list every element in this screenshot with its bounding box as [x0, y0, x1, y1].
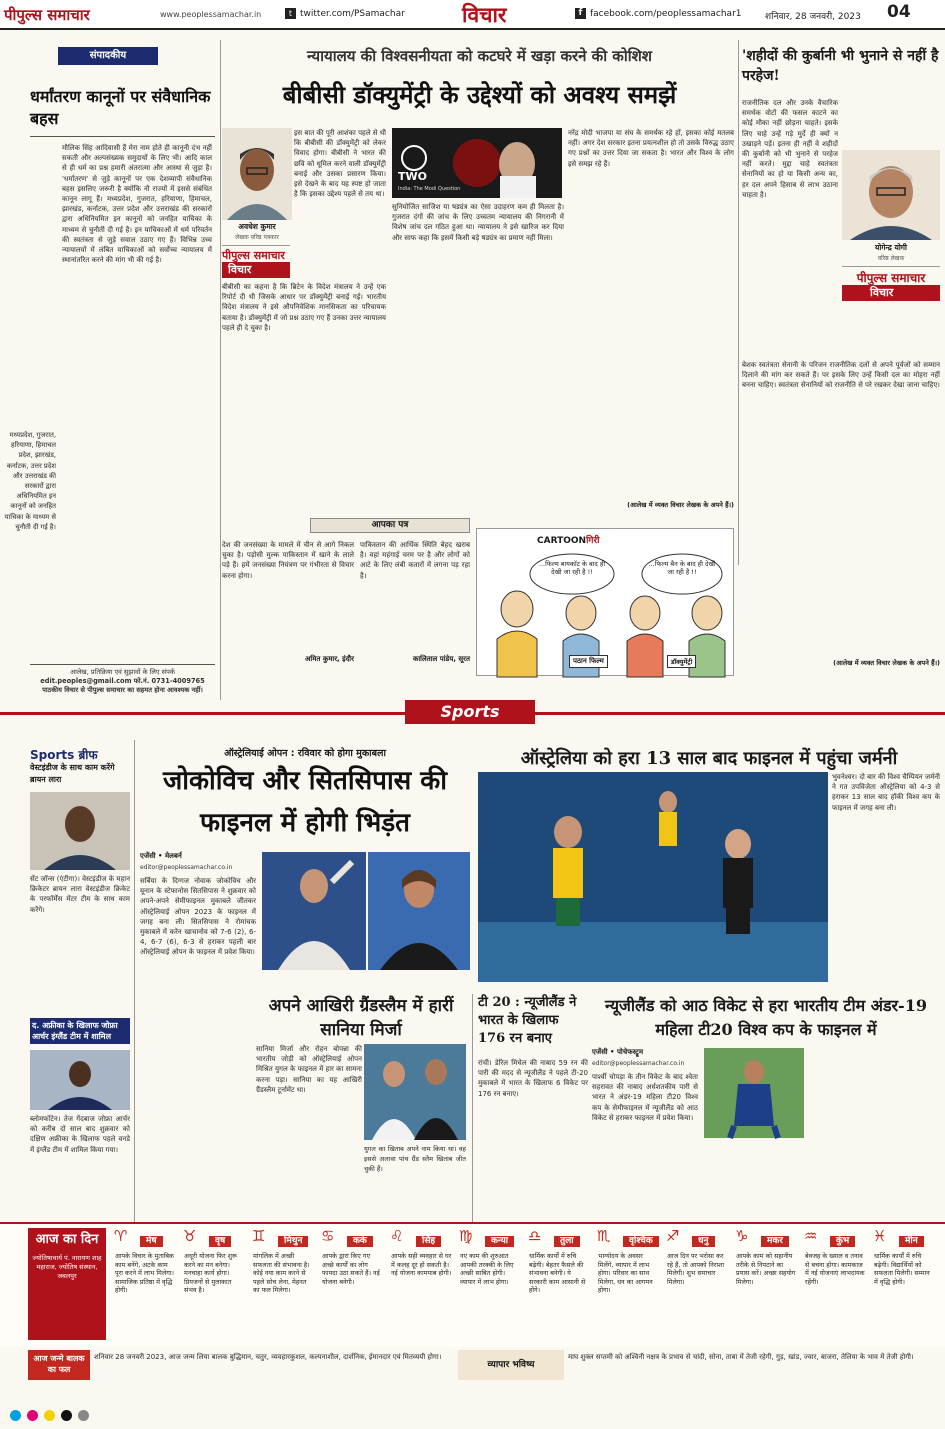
- business-text: माघ शुक्ल सप्तमी को अश्विनी नक्षत्र के प्रभाव से चांदी, सोना, ताबा में तेजी रहेगी, गुड़, खांड, ज्वार, बाजरा, तेलिया के भाव में तेजी होगी।: [568, 1353, 914, 1361]
- today-text: ज्योतिषाचार्य पं. नारायण शाह महाराज, ज्योतिष संस्थान, जबलपुर: [32, 1254, 102, 1280]
- sports-brief-tag: Sports ब्रीफ: [30, 748, 98, 762]
- hockey-title: ऑस्ट्रेलिया को हरा 13 साल बाद फाइनल में पहुंचा जर्मनी: [520, 748, 898, 769]
- rashi-item: [388, 1227, 455, 1342]
- twitter-icon: t: [285, 8, 296, 19]
- archer-photo-svg: [30, 1050, 130, 1110]
- cartoon-sign-right: डॉक्युमेंट्री: [667, 655, 696, 668]
- rashi-text: आपके सही व्यवहार से घर में कलह दूर हो सकती है। नई योजना कामयाब होगी।: [391, 1252, 452, 1277]
- rashi-item: [526, 1227, 593, 1342]
- zodiac-icon: ♉: [183, 1227, 197, 1245]
- rashi-item: [181, 1227, 248, 1342]
- letters-col1: देश की जनसंख्या के मामले में चीन से आगे निकल चुका है। पड़ोसी मुल्क पाकिस्तान में खाने के लाले पड़े हैं। हमें जनसंख्या नियंत्रण पर गंभीरता से विचार करना होगा।: [222, 541, 354, 580]
- right-body: राजनीतिक दल और उनके वैचारिक समर्थक वोटों की फसल काटने का कोई मौका नहीं छोड़ना चाहते। इसके लिए चाहे उन्हें गड़े मुर्दे ही क्यों न उखाड़ने पड़ें। इतना ही नहीं वे शहीदों की कुर्बानी को भी भुनाने से परहेज नहीं करते। मुद्दा चाहे स्वतंत्रता सेनानियों का हो या किसी अन्य का, हर दल अपने हिसाब से लाभ उठाना चाहता है।: [742, 99, 838, 199]
- sports-divider-2: [472, 994, 473, 1238]
- zodiac-icon: ♑: [735, 1227, 749, 1245]
- rashi-item: [733, 1227, 800, 1342]
- lead-col4: नरेंद्र मोदी भाजपा या संघ के समर्थक रहे हों, इसका कोई मतलब नहीं। अगर देश सरकार इतना प्रयत्नशील हो तो उसके विरुद्ध उठाए गए प्रश्नों का उत्तर दिया जा सकता है। भारत और विश्व के लोग इसे समझ रहे हैं।: [568, 129, 734, 168]
- rashi-name: मीन: [899, 1236, 924, 1247]
- t20-body: रांची। डेरिल मिचेल की नाबाद 59 रन की पारी की मदद से न्यूजीलैंड ने पहले टी-20 मुकाबले में भारत के खिलाफ 6 विकेट पर 176 रन बनाए।: [478, 1059, 588, 1098]
- lead-author-name: अवधेश कुमार: [238, 222, 276, 231]
- rashi-text: आपके द्वारा किए गए अच्छे कार्यों का लोग फायदा उठा सकते हैं। नई योजना बनेगी।: [322, 1252, 380, 1286]
- right-brand-tag: विचार: [842, 285, 940, 301]
- rashi-item: [319, 1227, 386, 1342]
- editorial-body: मौलिक सिंह आदिवासी हैं मेरा नाम होते ही कानूनी दंभ नहीं सकती और अल्पसंख्यक समुदायों के लिए भी। आदि काल से ही धर्म का प्रश्न हमारी अंतरात्मा और आस्था से जुड़ा है। 'धर्मांतरण' से जुड़े कानूनों पर एक देशव्यापी संवैधानिक बहस इसलिए जरूरी है क्योंकि नौ राज्यों में इससे संबंधित कानून लागू हैं। मध्यप्रदेश, गुजरात, हरियाणा, हिमाचल, झारखंड, कर्नाटक, उत्तर प्रदेश और उत्तराखंड की सरकारों द्वारा अधिनियमित इन कानूनों को जनहित याचिका के माध्यम से चुनौती दी गई है। इन याचिकाओं में धर्म परिवर्तन की स्वतंत्रता से जुड़े सवाल उठाए गए हैं। विभिन्न उच्च न्यायालयों में लंबित याचिकाओं को सर्वोच्च न्यायालय में स्थानांतरित करने की मांग भी की गई है।: [62, 144, 212, 265]
- editorial-footer: [30, 668, 215, 695]
- zodiac-icon: ♍: [459, 1227, 473, 1245]
- rashi-text: आज दिन पर भरोसा कर रहे हैं, तो आपको निराशा मिलेगी। शुभ समाचार मिलेगा।: [667, 1252, 725, 1286]
- cartoon-title-hi: गिरी: [586, 536, 600, 546]
- women-body: पार्श्वी चोपड़ा के तीन विकेट के बाद श्वेता सहरावत की नाबाद अर्धशतकीय पारी से भारत ने अंडर-19 महिला टी20 विश्व कप के सेमीफाइनल में न्यूजीलैंड को आठ विकेट से हराकर फाइनल में प्रवेश किया।: [592, 1073, 698, 1122]
- rashi-text: भाग्योदय के अवसर मिलेंगे, व्यापार में लाभ होगा। परिवार का साथ मिलेगा, धन का आगमन होगा।: [598, 1252, 653, 1294]
- hockey-photo-svg: [478, 772, 828, 982]
- letters-title: आपका पत्र: [310, 518, 470, 533]
- documentary-still: [392, 128, 562, 198]
- right-body2: बेशक स्वतंत्रता सेनानी के परिजन राजनीतिक दलों से अपने पूर्वजों को सम्मान दिलाने की मांग कर सकते हैं। पर इसके लिए उन्हें किसी दल का मोहरा नहीं बनना चाहिए। स्वतंत्रता सेनानियों को राजनीति से परे रखकर देखा जाना चाहिए।: [742, 361, 940, 390]
- hockey-photo: [478, 772, 828, 982]
- rashi-name: धनु: [692, 1236, 715, 1247]
- brief1-body: सेंट जॉन्स (एंटीगा)। वेस्टइंडीज के महान क्रिकेटर ब्रायन लारा वेस्टइंडीज क्रिकेट के परफॉर्मेंस मेंटर टीम के साथ काम करेंगे।: [30, 875, 130, 914]
- rashi-item: [664, 1227, 731, 1342]
- lead-brand-box: पीपुल्स समाचार: [222, 245, 290, 263]
- zodiac-icon: ♐: [666, 1227, 680, 1245]
- brief1-title: वेस्टइंडीज के साथ काम करेंगे ब्रायन लारा: [30, 763, 115, 784]
- rashi-text: धार्मिक कार्यों में रुचि बढ़ेगी। विद्यार्थियों को सफलता मिलेगी। सम्मान में वृद्धि होगी।: [874, 1252, 930, 1286]
- sports-banner: Sports: [405, 700, 535, 724]
- right-author-photo: [842, 150, 940, 240]
- rashi-name: कन्या: [485, 1236, 514, 1247]
- website-link[interactable]: www.peoplessamachar.in: [160, 10, 262, 19]
- footer-line1: आलेख, प्रतिक्रिया एवं सुझावों के लिए संपर्क: [70, 668, 175, 676]
- sania-photo-svg: [364, 1044, 466, 1140]
- cartoon-sign-left: पठान फिल्म: [569, 655, 608, 668]
- rashi-name: वृष: [209, 1236, 231, 1247]
- archer-photo: [30, 1050, 130, 1110]
- cartoon-bubble-left: ...फिल्म बायकॉट के बाद ही देखी जा रही है !!: [538, 560, 606, 576]
- business-label: व्यापार भविष्य: [458, 1350, 564, 1380]
- lead-col1: इस बात की पूरी आशंका पहले से थी कि बीबीसी की डॉक्युमेंट्री को लेकर विवाद होगा। बीबीसी ने भारत की छवि को धूमिल करने वाली डॉक्युमेंट्री बनाई और उसका प्रसारण किया। इसे देखने के बाद यह स्पष्ट हो जाता है कि इसका उद्देश्य पहले से तय था।: [294, 129, 386, 199]
- right-author-role: वरिष्ठ लेखक: [877, 255, 905, 262]
- rashi-name: वृश्चिक: [623, 1236, 659, 1247]
- zodiac-icon: ♊: [252, 1227, 266, 1245]
- rashi-item: [595, 1227, 662, 1342]
- cartoon-title-en: CARTOON: [537, 536, 587, 546]
- cartoon-title: [537, 533, 600, 546]
- editorial-divider: [30, 136, 215, 137]
- right-author-photo-svg: [842, 150, 940, 240]
- tennis-byline: एजेंसी • मेलबर्न: [140, 852, 182, 860]
- today-title: आज का दिन: [35, 1232, 99, 1247]
- women-title: न्यूजीलैंड को आठ विकेट से हरा भारतीय टीम अंडर-19 महिला टी20 विश्व कप के फाइनल में: [605, 996, 927, 1039]
- section-title: विचार: [462, 3, 507, 27]
- footer-line3: पाठकीय विचार से पीपुल्स समाचार का सहमत होना आवश्यक नहीं।: [42, 686, 203, 694]
- rashi-name: मकर: [761, 1236, 789, 1247]
- col-divider-right: [738, 40, 739, 565]
- twitter-handle[interactable]: twitter.com/PSamachar: [300, 9, 405, 19]
- letters-col2: पाकिस्तान की आर्थिक स्थिति बेहद खराब है। वहां महंगाई चरम पर है और लोगों को आटे के लिए लंबी कतारों में लगना पड़ रहा है।: [360, 541, 470, 580]
- sports-divider-1: [134, 740, 135, 1240]
- tennis-email: editor@peoplessamachar.co.in: [140, 864, 233, 871]
- editorial-title: धर्मांतरण कानूनों पर संवैधानिक बहस: [30, 87, 211, 128]
- lead-brand-tag: विचार: [222, 262, 290, 278]
- zodiac-icon: ♓: [873, 1227, 887, 1245]
- editorial-side-note: मध्यप्रदेश, गुजरात, हरियाणा, हिमाचल प्रदेश, झारखंड, कर्नाटक, उत्तर प्रदेश और उत्तराखंड की सरकारों द्वारा अधिनियमित इन कानूनों को जनहित याचिका के माध्यम से चुनौती दी गई है।: [4, 431, 56, 531]
- tv-caption: India: The Modi Question: [398, 186, 461, 192]
- col-divider: [220, 40, 221, 700]
- rashi-text: नए काम की शुरुआत आपकी तरक्की के लिए अच्छी साबित होगी। व्यापार में लाभ होगा।: [460, 1252, 514, 1286]
- brief2-body: ब्लोमफोंटेन। तेज गेंदबाज जोफ्रा आर्चर को करीब दो साल बाद शुक्रवार को दक्षिण अफ्रीका के खिलाफ पहले वनडे में इंग्लैंड टीम में शामिल किया गया।: [30, 1115, 130, 1154]
- rashi-name: कुंभ: [830, 1236, 855, 1247]
- sania-body: सानिया मिर्जा और रोहन बोपन्ना की भारतीय जोड़ी को ऑस्ट्रेलियाई ओपन मिश्रित युगल के फाइनल में हार का सामना करना पड़ा। सानिया का यह आखिरी ग्रैंडस्लैम टूर्नामेंट था।: [256, 1045, 362, 1094]
- rashi-name: मेष: [140, 1236, 163, 1247]
- rashi-name: सिंह: [416, 1236, 441, 1247]
- djokovic-photo-svg: [262, 852, 366, 970]
- tennis-body: सर्बिया के दिग्गज नोवाक जोकोविच और यूनान के स्टेफानोस सितसिपास ने शुक्रवार को अपने-अपने सेमीफाइनल मुकाबले जीतकर ऑस्ट्रेलियाई ओपन 2023 के फाइनल में जगह बना ली। सितसिपास ने रोमांचक मुकाबले में करेन खाचानोव को 7-6 (2), 6-4, 6-7 (6), 6-3 से हराकर पहली बार ऑस्ट्रेलियाई ओपन के फाइनल में प्रवेश किया।: [140, 877, 256, 957]
- author-photo-svg: [222, 128, 292, 220]
- zodiac-icon: ♒: [804, 1227, 818, 1245]
- tsitsipas-photo: [368, 852, 470, 970]
- rashi-text: मांगलिक में अच्छी सफलता की संभावना है। कोई नया काम करने से पहले सोच लेना, मेहनत का फल मिलेगा।: [253, 1252, 310, 1294]
- lead-col3: सुनियोजित साजिश या षड्यंत्र का ऐसा उदाहरण कम ही मिलता है। गुजरात दंगों की जांच के लिए उच्चतम न्यायालय की निगरानी में विशेष जांच दल गठित हुआ था। न्यायालय ने इसे खारिज कर दिया और साफ कहा कि इसमें किसी बड़े षड्यंत्र का प्रमाण नहीं मिला।: [392, 203, 564, 242]
- rashi-item: [871, 1227, 938, 1342]
- tennis-kicker: ऑस्ट्रेलियाई ओपन : रविवार को होगा मुकाबला: [224, 748, 386, 759]
- lara-photo-svg: [30, 792, 130, 870]
- djokovic-photo: [262, 852, 366, 970]
- women-byline: एजेंसी • पोचेफस्ट्रूम: [592, 1048, 644, 1056]
- letters-col2-sig: कालिताल पांडेय, सूरत: [412, 655, 470, 663]
- zodiac-icon: ♋: [321, 1227, 335, 1245]
- rashi-text: आपके विचार के मुताबिक काम बनेंगे, अटके काम पूरा करने में लाभ मिलेगा। सामाजिक प्रतिष्ठा में वृद्धि होगी।: [115, 1252, 174, 1294]
- editorial-footer-rule: [30, 664, 215, 665]
- tennis-title: जोकोविच और सितसिपास की फाइनल में होगी भिड़ंत: [162, 766, 448, 838]
- lead-title: बीबीसी डॉक्युमेंट्री के उद्देश्यों को अवश्य समझें: [282, 80, 677, 109]
- cartoon-box: [476, 528, 734, 676]
- registration-marks: [0, 1400, 945, 1424]
- rashi-text: धार्मिक कार्यों में रुचि बढ़ेगी। बेहतर फैसले की संभावना बनेगी। ये सरकारी काम आसानी से होंगे।: [529, 1252, 586, 1294]
- tv-brand: TWO: [398, 170, 427, 183]
- rashi-name: कर्क: [347, 1236, 373, 1247]
- editorial-tag: संपादकीय: [58, 47, 158, 65]
- t20-title: टी 20 : न्यूजीलैंड ने भारत के खिलाफ 176 रन बनाए: [478, 995, 577, 1046]
- tsitsipas-photo-svg: [368, 852, 470, 970]
- rashi-name: तुला: [554, 1236, 580, 1247]
- sania-title: अपने आखिरी ग्रैंडस्लैम में हारीं सानिया मिर्जा: [268, 996, 454, 1040]
- cricket-photo: [704, 1048, 804, 1138]
- right-author-name: योगेन्द्र योगी: [875, 243, 907, 252]
- sania-caption: युगल का खिताब अपने नाम किया था। वह इससे अलावा पांच ग्रैंड स्लैम खिताब जीत चुकी हैं।: [364, 1145, 466, 1174]
- logo-left: पीपुल्स समाचार: [4, 6, 90, 24]
- lead-author-role: लेखक वरिष्ठ पत्रकार: [235, 234, 279, 241]
- facebook-icon: f: [575, 8, 586, 19]
- zodiac-icon: ♌: [390, 1227, 404, 1245]
- masthead: [0, 0, 945, 30]
- right-title: 'शहीदों की कुर्बानी भी भुनाने से नहीं है परहेज!: [742, 48, 939, 84]
- lead-col4-end: (आलेख में व्यक्त विचार लेखक के अपने हैं।): [627, 501, 734, 509]
- lead-kicker: न्यायालय की विश्वसनीयता को कटघरे में खड़ा करने की कोशिश: [306, 47, 652, 65]
- today-box: [28, 1228, 106, 1340]
- sania-photo: [364, 1044, 466, 1140]
- author-photo: [222, 128, 292, 220]
- issue-date: शनिवार, 28 जनवरी, 2023: [765, 12, 861, 22]
- lead-col2: बीबीसी का कहना है कि ब्रिटेन के विदेश मंत्रालय ने उन्हें एक रिपोर्ट दी थी जिसके आधार पर डॉक्युमेंट्री बनाई गई। भारतीय विदेश मंत्रालय ने इसे औपनिवेशिक मानसिकता का परिचायक बताया है। डॉक्युमेंट्री में जो प्रश्न उठाए गए हैं उनका उत्तर न्यायालय पहले ही दे चुका है।: [222, 283, 386, 332]
- facebook-handle[interactable]: facebook.com/peoplessamachar1: [590, 9, 742, 19]
- birth-text: शनिवार 28 जनवरी 2023, आज जन्म लिया बालक बुद्धिमान, चतुर, व्यवहारकुशल, कल्पनाशील, दार्शनिक, ईमानदार एवं मितव्ययी होगा।: [94, 1353, 442, 1361]
- rashi-text: अधूरी योजना फिर शुरू करने का मन बनेगा। मनचाहा कार्य होगा। प्रियजनों से मुलाकात संभव है।: [184, 1252, 237, 1294]
- page-number: 04: [887, 2, 911, 22]
- right-end: (आलेख में व्यक्त विचार लेखक के अपने हैं।): [833, 659, 940, 667]
- lara-photo: [30, 792, 130, 870]
- rashi-item: [250, 1227, 317, 1342]
- zodiac-icon: ♎: [528, 1227, 542, 1245]
- rashi-item: [457, 1227, 524, 1342]
- right-brand-box: पीपुल्स समाचार: [842, 266, 940, 286]
- birth-label: आज जन्मे बालक का फल: [28, 1350, 90, 1380]
- rashi-item: [802, 1227, 869, 1342]
- hockey-body: भुवनेश्वर। दो बार की विश्व चैम्पियन जर्मनी ने गत उपविजेता ऑस्ट्रेलिया को 4-3 से हराकर 13 साल बाद हॉकी विश्व कप के फाइनल में जगह बना ली।: [832, 773, 940, 812]
- rashi-item: [112, 1227, 179, 1342]
- rashi-name: मिथुन: [278, 1236, 308, 1247]
- zodiac-icon: ♏: [597, 1227, 611, 1245]
- zodiac-icon: ♈: [114, 1227, 128, 1245]
- women-email: editor@peoplessamachar.co.in: [592, 1060, 685, 1067]
- rashi-text: आपके काम को सहानीय तरीके से निपटाने का प्रयास करें। अच्छा सहयोग मिलेगा।: [736, 1252, 796, 1286]
- brief2-title: द. अफ्रीका के खिलाफ जोफ्रा आर्चर इंग्लैंड टीम में शामिल: [30, 1018, 130, 1044]
- cricket-photo-svg: [704, 1048, 804, 1138]
- footer-line2: edit.peoples@gmail.com फो.नं. 0731-4009765: [40, 677, 205, 685]
- cartoon-bubble-right: ...फिल्म बैन के बाद ही देखी जा रही है !!: [648, 560, 716, 576]
- letters-col1-sig: अमित कुमार, इंदौर: [305, 655, 354, 663]
- rashi-text: बेवजह के ख्याल व तनाव से बचना होगा। कामकाज में नई योजनाएं लाभदायक रहेंगी।: [805, 1252, 865, 1286]
